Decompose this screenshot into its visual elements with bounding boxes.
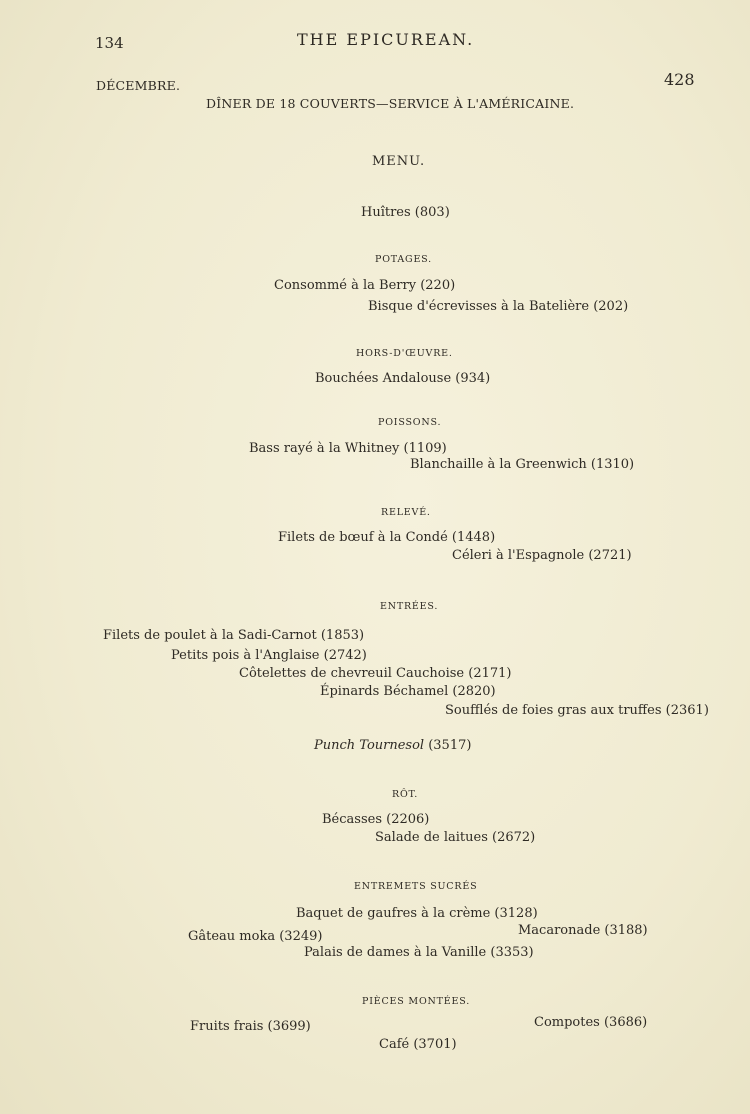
page-number: 134 <box>95 34 124 52</box>
section-heading-rot: RÔT. <box>392 789 419 800</box>
menu-title: MENU. <box>372 154 426 169</box>
menu-number: 428 <box>664 70 695 89</box>
dish-petits-pois: Petits pois à l'Anglaise (2742) <box>171 648 367 663</box>
dish-baquet: Baquet de gaufres à la crème (3128) <box>296 906 538 921</box>
dish-fruits: Fruits frais (3699) <box>190 1019 311 1034</box>
dish-huitres: Huîtres (803) <box>361 205 450 220</box>
dish-cafe: Café (3701) <box>379 1037 457 1052</box>
dish-gateau-moka: Gâteau moka (3249) <box>188 929 323 944</box>
section-heading-releve: RELEVÉ. <box>381 507 431 518</box>
dish-filets-boeuf: Filets de bœuf à la Condé (1448) <box>278 530 496 545</box>
section-heading-entrees: ENTRÉES. <box>380 601 439 612</box>
punch-number: (3517) <box>428 738 472 753</box>
dish-becasses: Bécasses (2206) <box>322 812 430 827</box>
month-label: DÉCEMBRE. <box>96 78 181 93</box>
dish-epinards: Épinards Béchamel (2820) <box>320 684 496 699</box>
dish-compotes: Compotes (3686) <box>534 1015 648 1030</box>
dinner-title: DÎNER DE 18 COUVERTS—SERVICE À L'AMÉRICAINE. <box>206 96 575 111</box>
dish-celeri: Céleri à l'Espagnole (2721) <box>452 548 632 563</box>
dish-salade: Salade de laitues (2672) <box>375 830 536 845</box>
punch-name: Punch Tournesol <box>314 738 425 753</box>
dish-bisque: Bisque d'écrevisses à la Batelière (202) <box>368 299 629 314</box>
section-heading-poissons: POISSONS. <box>378 417 442 428</box>
dish-souffles: Soufflés de foies gras aux truffes (2361) <box>445 703 709 718</box>
dish-bass: Bass rayé à la Whitney (1109) <box>249 441 447 456</box>
dish-blanchaille: Blanchaille à la Greenwich (1310) <box>410 457 635 472</box>
dish-palais: Palais de dames à la Vanille (3353) <box>304 945 534 960</box>
dish-filets-poulet: Filets de poulet à la Sadi-Carnot (1853) <box>103 628 365 643</box>
section-heading-hors-doeuvre: HORS-D'ŒUVRE. <box>356 348 453 359</box>
book-title: THE EPICUREAN. <box>297 30 475 49</box>
dish-punch <box>314 738 471 753</box>
dish-consomme: Consommé à la Berry (220) <box>274 278 456 293</box>
dish-macaronade: Macaronade (3188) <box>518 923 648 938</box>
dish-bouchees: Bouchées Andalouse (934) <box>315 371 491 386</box>
section-heading-potages: POTAGES. <box>375 254 432 265</box>
section-heading-entremets: ENTREMETS SUCRÉS <box>354 881 478 892</box>
section-heading-pieces-montees: PIÈCES MONTÉES. <box>362 996 471 1007</box>
dish-cotelettes: Côtelettes de chevreuil Cauchoise (2171) <box>239 666 512 681</box>
